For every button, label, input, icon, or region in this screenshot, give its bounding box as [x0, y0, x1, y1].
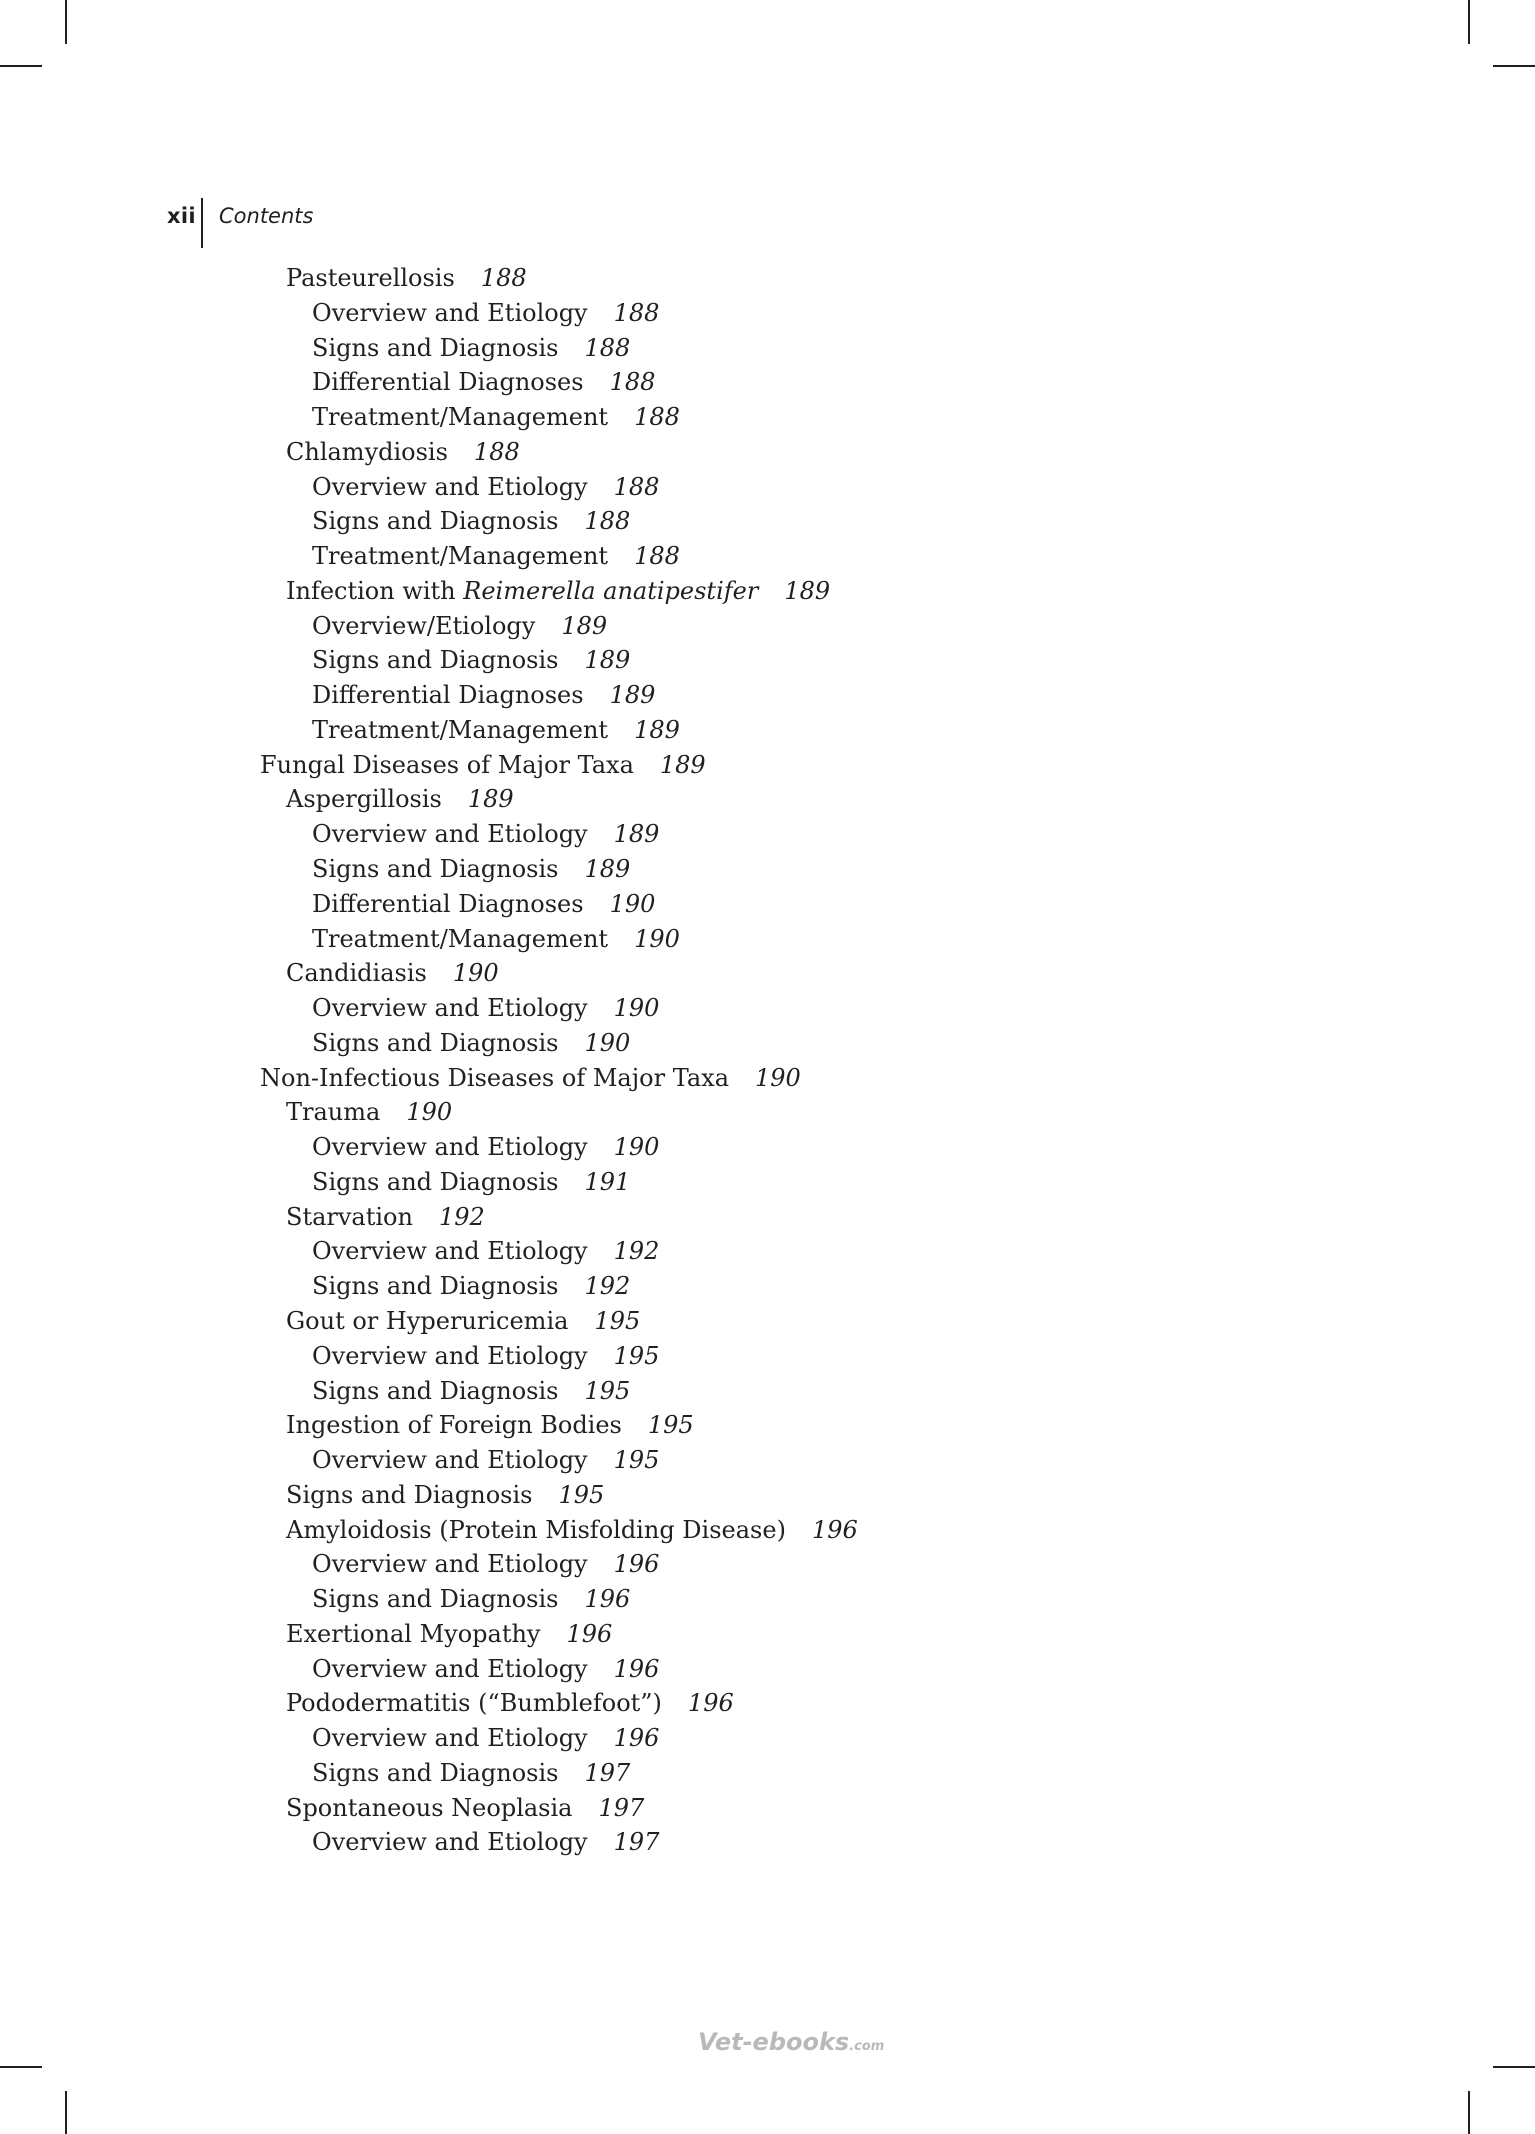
crop-mark-top-right-vertical — [1468, 0, 1470, 44]
toc-entry-page-number: 188 — [634, 403, 680, 432]
running-head-rule — [201, 198, 203, 248]
toc-entry-title: Spontaneous Neoplasia — [286, 1793, 573, 1822]
toc-entry-page-number: 195 — [584, 1376, 631, 1405]
toc-entry-page-number: 191 — [584, 1167, 631, 1196]
toc-entry — [0, 991, 1535, 1026]
toc-entry — [0, 1339, 1535, 1374]
toc-entry-title: Overview and Etiology — [312, 820, 588, 849]
toc-entry-page-number: 195 — [647, 1411, 694, 1440]
toc-entry — [0, 1791, 1535, 1826]
toc-entry — [0, 400, 1535, 435]
toc-entry-title: Overview and Etiology — [312, 1446, 588, 1475]
toc-entry — [0, 1443, 1535, 1478]
toc-entry — [0, 922, 1535, 957]
toc-entry — [0, 1026, 1535, 1061]
running-head-title: Contents — [219, 204, 314, 228]
toc-entry — [0, 1825, 1535, 1860]
toc-entry-title: Signs and Diagnosis — [312, 333, 559, 362]
watermark-text: Vet-ebooks — [698, 2028, 850, 2056]
toc-entry — [0, 1234, 1535, 1269]
toc-entry-title: Signs and Diagnosis — [312, 1758, 559, 1787]
toc-entry — [0, 887, 1535, 922]
toc-entry-page-number: 196 — [613, 1550, 660, 1579]
toc-entry-title: Gout or Hyperuricemia — [286, 1306, 569, 1335]
toc-entry-page-number: 195 — [558, 1480, 605, 1509]
toc-entry — [0, 574, 1535, 609]
toc-entry-title: Overview and Etiology — [312, 1133, 588, 1162]
crop-mark-top-left-vertical — [65, 0, 67, 44]
toc-entry-title: Overview and Etiology — [312, 994, 588, 1023]
toc-entry-page-number: 189 — [784, 576, 831, 605]
toc-entry-page-number: 190 — [406, 1098, 453, 1127]
toc-entry — [0, 1165, 1535, 1200]
toc-entry-page-number: 197 — [584, 1758, 631, 1787]
watermark-tld: .com — [849, 2039, 885, 2054]
toc-entry-title: Amyloidosis (Protein Misfolding Disease) — [286, 1515, 786, 1544]
toc-entry-title: Signs and Diagnosis — [312, 1376, 559, 1405]
toc-entry-page-number: 190 — [634, 924, 680, 953]
crop-mark-bottom-left-horizontal — [0, 2066, 42, 2068]
toc-entry-page-number: 189 — [561, 611, 608, 640]
toc-entry-page-number: 188 — [584, 333, 631, 362]
toc-entry-page-number: 190 — [613, 1133, 660, 1162]
toc-entry — [0, 1061, 1535, 1096]
toc-entry-title: Infection with — [286, 576, 464, 605]
toc-entry — [0, 643, 1535, 678]
toc-entry — [0, 331, 1535, 366]
toc-entry — [0, 609, 1535, 644]
toc-entry-page-number: 188 — [584, 507, 631, 536]
toc-entry — [0, 470, 1535, 505]
toc-entry — [0, 1617, 1535, 1652]
toc-entry — [0, 678, 1535, 713]
toc-entry — [0, 748, 1535, 783]
toc-entry-title: Signs and Diagnosis — [312, 1585, 559, 1614]
toc-entry-page-number: 188 — [480, 264, 527, 292]
page-folio: xii — [167, 204, 196, 228]
toc-entry-page-number: 188 — [613, 472, 660, 501]
toc-entry — [0, 1374, 1535, 1409]
toc-entry-page-number: 189 — [467, 785, 514, 814]
toc-entry-page-number: 189 — [584, 646, 631, 675]
toc-entry-title: Aspergillosis — [286, 785, 442, 814]
toc-entry — [0, 817, 1535, 852]
toc-entry-title: Exertional Myopathy — [286, 1619, 541, 1648]
table-of-contents — [0, 261, 1535, 1860]
toc-entry-title: Overview and Etiology — [312, 472, 588, 501]
crop-mark-top-right-horizontal — [1493, 65, 1535, 67]
toc-entry-title: Signs and Diagnosis — [312, 507, 559, 536]
toc-entry-title: Trauma — [286, 1098, 381, 1127]
toc-entry — [0, 435, 1535, 470]
toc-entry — [0, 782, 1535, 817]
toc-entry-title: Signs and Diagnosis — [312, 855, 559, 884]
toc-entry — [0, 1130, 1535, 1165]
toc-entry-title: Overview and Etiology — [312, 1724, 588, 1753]
toc-entry — [0, 1582, 1535, 1617]
crop-mark-bottom-right-horizontal — [1493, 2066, 1535, 2068]
toc-entry-title: Non-Infectious Diseases of Major Taxa — [260, 1063, 729, 1092]
toc-entry-page-number: 190 — [613, 994, 660, 1023]
toc-entry-page-number: 188 — [634, 542, 680, 571]
toc-entry-page-number: 189 — [584, 855, 631, 884]
toc-entry — [0, 1513, 1535, 1548]
toc-entry — [0, 1478, 1535, 1513]
toc-entry-page-number: 190 — [584, 1028, 631, 1057]
toc-entry-page-number: 196 — [811, 1515, 858, 1544]
toc-entry-title: Signs and Diagnosis — [312, 646, 559, 675]
toc-entry-page-number: 195 — [613, 1341, 660, 1370]
toc-entry — [0, 713, 1535, 748]
toc-entry — [0, 1304, 1535, 1339]
toc-entry-page-number: 196 — [613, 1654, 660, 1683]
toc-entry-page-number: 196 — [566, 1619, 613, 1648]
toc-entry — [0, 1200, 1535, 1235]
toc-entry-page-number: 195 — [613, 1446, 660, 1475]
toc-entry — [0, 852, 1535, 887]
toc-entry-title: Fungal Diseases of Major Taxa — [260, 750, 634, 779]
toc-entry — [0, 261, 1535, 296]
toc-entry-page-number: 196 — [584, 1585, 631, 1614]
toc-entry-title: Overview and Etiology — [312, 1828, 588, 1857]
toc-entry-title: Overview and Etiology — [312, 1237, 588, 1266]
toc-entry-page-number: 196 — [687, 1689, 734, 1718]
toc-entry-page-number: 197 — [598, 1793, 645, 1822]
toc-entry — [0, 1408, 1535, 1443]
toc-entry-page-number: 189 — [634, 715, 680, 744]
toc-entry — [0, 1756, 1535, 1791]
crop-mark-bottom-left-vertical — [65, 2091, 67, 2134]
toc-entry-title: Differential Diagnoses — [312, 681, 584, 710]
toc-entry-page-number: 190 — [609, 889, 656, 918]
toc-entry — [0, 365, 1535, 400]
toc-entry-title: Signs and Diagnosis — [312, 1028, 559, 1057]
toc-entry-title: Overview and Etiology — [312, 1341, 588, 1370]
toc-entry — [0, 504, 1535, 539]
toc-entry-title: Signs and Diagnosis — [312, 1167, 559, 1196]
crop-mark-bottom-right-vertical — [1468, 2091, 1470, 2134]
toc-entry-title-italic: Reimerella anatipestifer — [463, 576, 759, 605]
toc-entry — [0, 1686, 1535, 1721]
toc-entry — [0, 1652, 1535, 1687]
toc-entry-title: Ingestion of Foreign Bodies — [286, 1411, 622, 1440]
toc-entry-title: Candidiasis — [286, 959, 427, 988]
toc-entry — [0, 956, 1535, 991]
toc-entry — [0, 1095, 1535, 1130]
toc-entry-title: Treatment/Management — [312, 542, 609, 571]
toc-entry-page-number: 189 — [609, 681, 656, 710]
toc-entry-title: Pododermatitis (“Bumblefoot”) — [286, 1689, 662, 1718]
toc-entry-title: Signs and Diagnosis — [286, 1480, 533, 1509]
toc-entry — [0, 1269, 1535, 1304]
toc-entry-page-number: 195 — [594, 1306, 641, 1335]
toc-entry-title: Treatment/Management — [312, 715, 609, 744]
watermark-logo — [698, 2028, 884, 2056]
toc-entry-page-number: 192 — [438, 1202, 485, 1231]
toc-entry-title: Overview and Etiology — [312, 1550, 588, 1579]
toc-entry-page-number: 192 — [584, 1272, 631, 1301]
toc-entry-title: Signs and Diagnosis — [312, 1272, 559, 1301]
toc-entry-title: Starvation — [286, 1202, 413, 1231]
toc-entry-page-number: 189 — [613, 820, 660, 849]
toc-entry-title: Overview and Etiology — [312, 1654, 588, 1683]
toc-entry-title: Treatment/Management — [312, 403, 609, 432]
toc-entry — [0, 1721, 1535, 1756]
toc-entry-title: Overview/Etiology — [312, 611, 536, 640]
toc-entry-title: Pasteurellosis — [286, 264, 455, 292]
toc-entry-page-number: 197 — [613, 1828, 660, 1857]
toc-entry-title: Differential Diagnoses — [312, 889, 584, 918]
toc-entry-page-number: 190 — [755, 1063, 801, 1092]
toc-entry-page-number: 188 — [613, 298, 660, 327]
toc-entry-title: Treatment/Management — [312, 924, 609, 953]
toc-entry-title: Chlamydiosis — [286, 437, 448, 466]
toc-entry-page-number: 196 — [613, 1724, 660, 1753]
toc-entry-title: Overview and Etiology — [312, 298, 588, 327]
toc-entry-page-number: 190 — [452, 959, 499, 988]
toc-entry — [0, 1547, 1535, 1582]
toc-entry-page-number: 188 — [609, 368, 656, 397]
toc-entry — [0, 296, 1535, 331]
toc-entry-page-number: 192 — [613, 1237, 660, 1266]
toc-entry-title: Differential Diagnoses — [312, 368, 584, 397]
crop-mark-top-left-horizontal — [0, 65, 42, 67]
toc-entry — [0, 539, 1535, 574]
toc-entry-page-number: 189 — [659, 750, 706, 779]
toc-entry-page-number: 188 — [473, 437, 520, 466]
